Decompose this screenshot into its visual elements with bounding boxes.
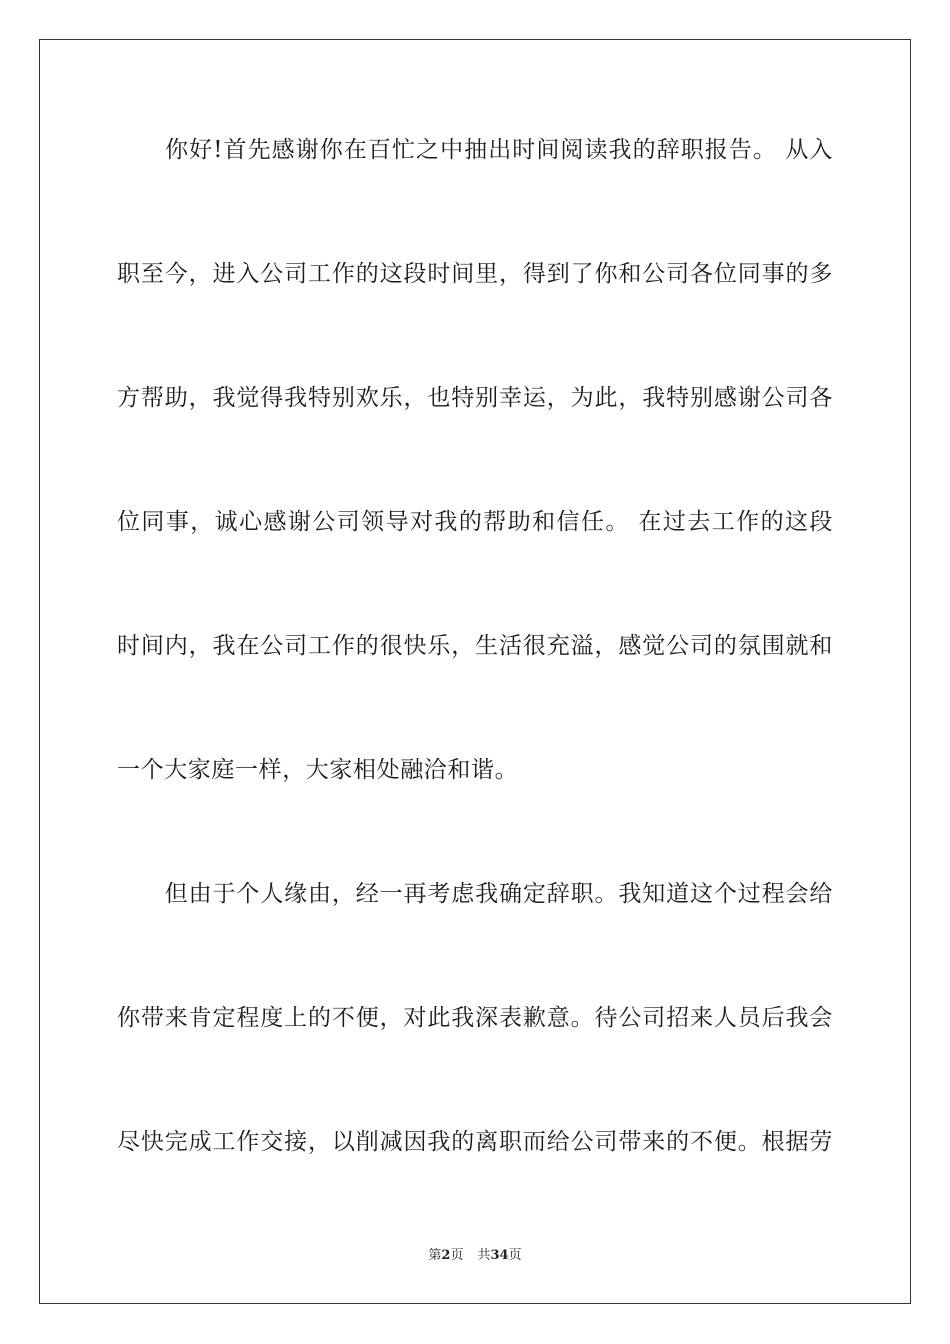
page-border [39,39,911,1304]
body-text-line: 一个大家庭一样，大家相处融洽和谐。 [117,757,519,783]
page-prefix: 第 [428,1248,442,1263]
body-text-line: 时间内，我在公司工作的很快乐，生活很充溢，感觉公司的氛围就和 [117,633,833,659]
body-text-line: 你好!首先感谢你在百忙之中抽出时间阅读我的辞职报告。 从入 [117,137,833,163]
page-number: 2 [441,1248,451,1263]
total-pages: 34 [490,1248,509,1263]
total-prefix: 共 [477,1248,491,1263]
page-suffix: 页 [450,1248,464,1263]
body-text-line: 职至今，进入公司工作的这段时间里，得到了你和公司各位同事的多 [117,261,833,287]
body-text-line: 位同事，诚心感谢公司领导对我的帮助和信任。 在过去工作的这段 [117,509,833,535]
body-text-line: 你带来肯定程度上的不便，对此我深表歉意。待公司招来人员后我会 [117,1005,833,1031]
body-text-line: 尽快完成工作交接，以削减因我的离职而给公司带来的不便。根据劳 [117,1129,833,1155]
body-text-line: 方帮助，我觉得我特别欢乐，也特别幸运，为此，我特别感谢公司各 [117,385,833,411]
total-suffix: 页 [508,1248,522,1263]
page-footer [0,1247,950,1265]
body-text-line: 但由于个人缘由，经一再考虑我确定辞职。我知道这个过程会给 [117,881,833,907]
